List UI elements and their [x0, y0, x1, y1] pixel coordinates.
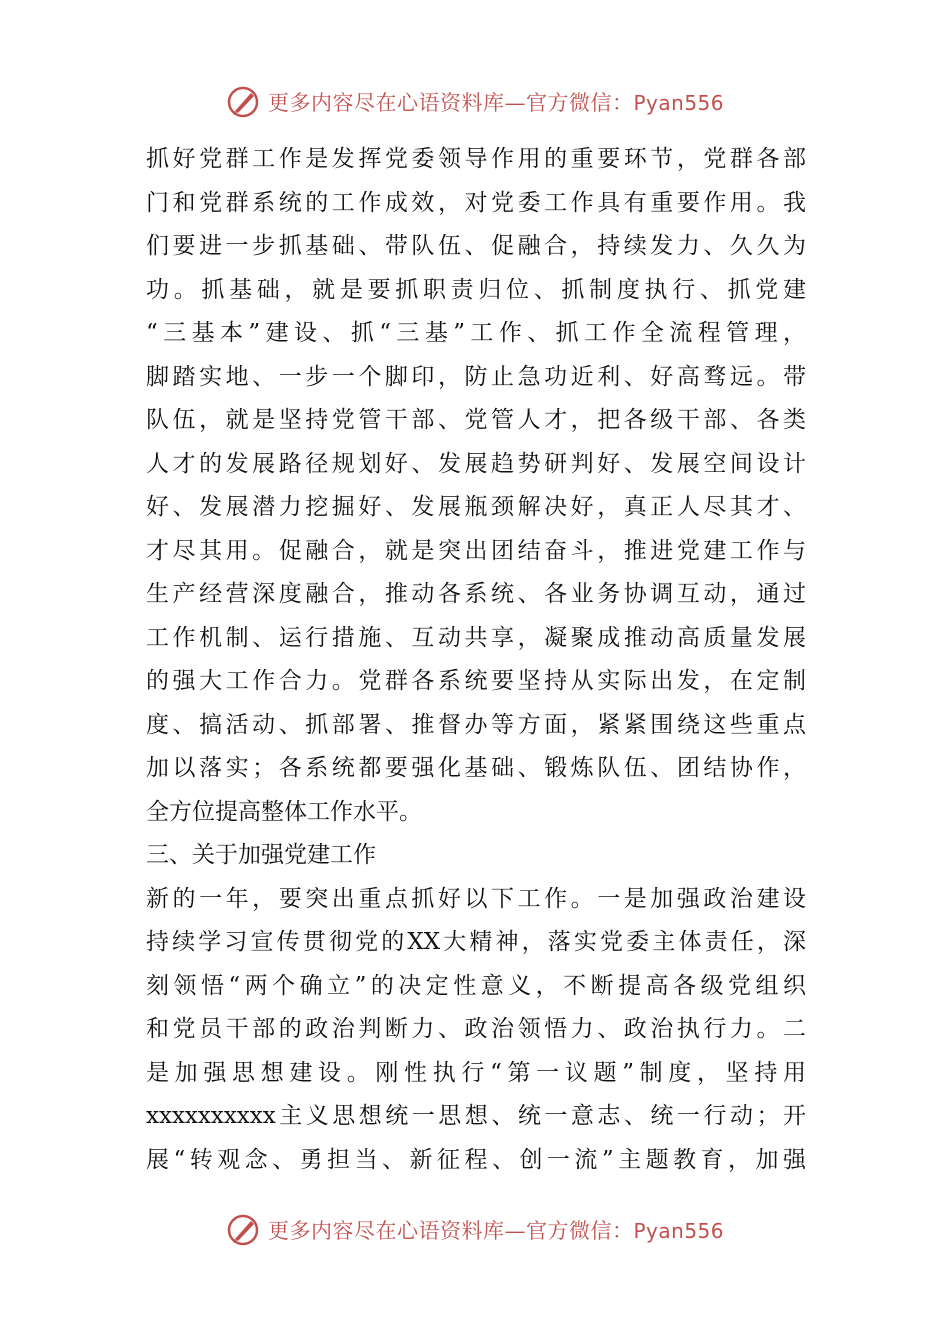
text-line: 人才的发展路径规划好、发展趋势研判好、发展空间设计: [146, 450, 806, 477]
text-line: 门和党群系统的工作成效，对党委工作具有重要作用。我: [146, 189, 806, 216]
text-line: 抓好党群工作是发挥党委领导作用的重要环节，党群各部: [146, 146, 806, 172]
text-line: 才尽其用。促融合，就是突出团结奋斗，推进党建工作与: [146, 537, 806, 564]
section-heading: 三、关于加强党建工作: [146, 842, 376, 868]
pen-logo-icon: [226, 84, 262, 120]
text-line: 是加强思想建设。刚性执行“第一议题”制度，坚持用: [146, 1059, 806, 1086]
text-line: 度、搞活动、抓部署、推督办等方面，紧紧围绕这些重点: [146, 711, 806, 738]
text-line: 队伍，就是坚持党管干部、党管人才，把各级干部、各类: [146, 407, 806, 433]
text-line: 新的一年，要突出重点抓好以下工作。一是加强政治建设: [146, 885, 806, 912]
watermark-text: 更多内容尽在心语资料库—官方微信：Pyan556: [267, 1219, 724, 1243]
text-line: 和党员干部的政治判断力、政治领悟力、政治执行力。二: [146, 1016, 806, 1042]
document-body: [146, 138, 806, 1182]
text-line: 展“转观念、勇担当、新征程、创一流”主题教育，加强: [146, 1146, 806, 1173]
text-line: “三基本”建设、抓“三基”工作、抓工作全流程管理，: [146, 320, 806, 346]
watermark-top: [0, 82, 950, 122]
watermark-bottom: [0, 1210, 950, 1250]
text-line: 生产经营深度融合，推动各系统、各业务协调互动，通过: [146, 581, 806, 607]
pen-logo-icon: [226, 1212, 262, 1248]
text-line: 持续学习宣传贯彻党的XX大精神，落实党委主体责任，深: [146, 929, 806, 955]
text-line: 功。抓基础，就是要抓职责归位、抓制度执行、抓党建: [146, 276, 806, 303]
text-line: 工作机制、运行措施、互动共享，凝聚成推动高质量发展: [146, 624, 806, 651]
watermark-text: 更多内容尽在心语资料库—官方微信：Pyan556: [267, 91, 724, 115]
text-line: 刻领悟“两个确立”的决定性意义，不断提高各级党组织: [146, 972, 806, 999]
paragraph-end-line: 全方位提高整体工作水平。: [146, 798, 422, 825]
text-line: 加以落实；各系统都要强化基础、锻炼队伍、团结协作，: [146, 755, 806, 781]
text-line: 好、发展潜力挖掘好、发展瓶颈解决好，真正人尽其才、: [146, 494, 806, 520]
text-line: xxxxxxxxxx主义思想统一思想、统一意志、统一行动；开: [146, 1103, 806, 1129]
text-line: 们要进一步抓基础、带队伍、促融合，持续发力、久久为: [146, 233, 806, 259]
text-line: 脚踏实地、一步一个脚印，防止急功近利、好高骛远。带: [146, 363, 806, 390]
text-line: 的强大工作合力。党群各系统要坚持从实际出发，在定制: [146, 668, 806, 694]
